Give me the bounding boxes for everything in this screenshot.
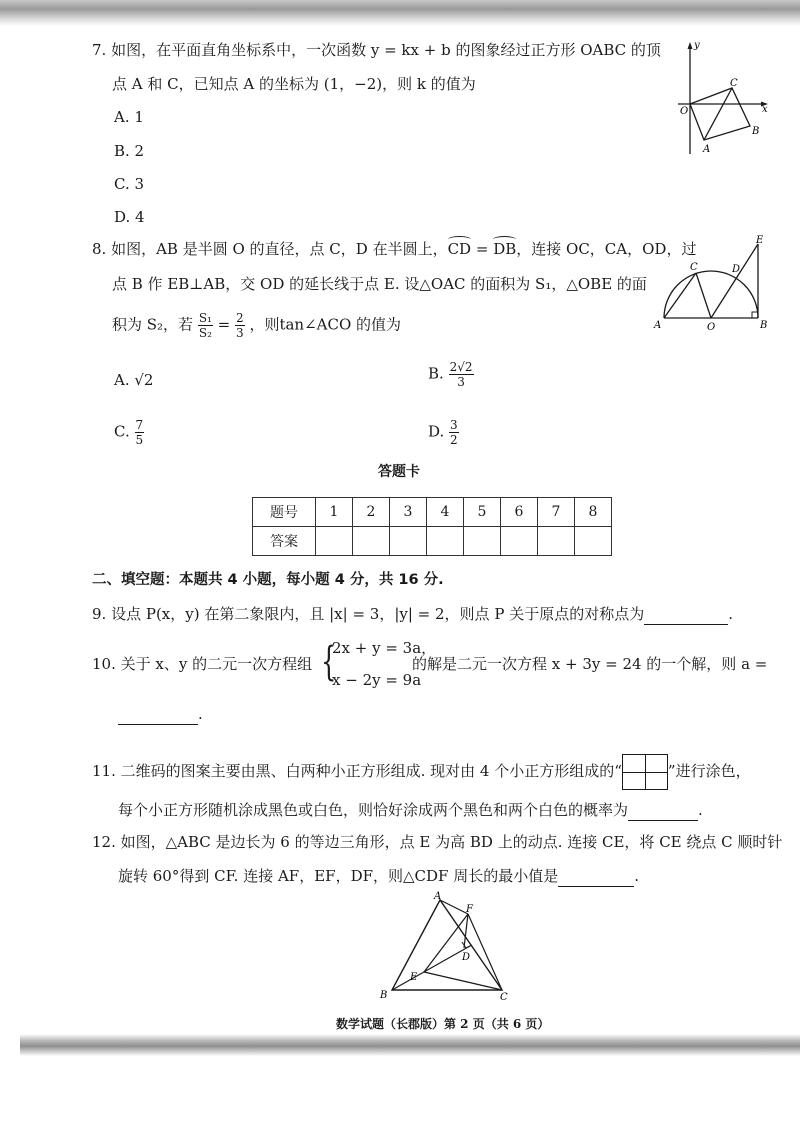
answer-card-number-2: 2 — [353, 498, 390, 527]
q10-answer-blank[interactable] — [118, 704, 198, 725]
q8-option-b-letter: B. — [428, 364, 444, 383]
q10-equation-1: 2x + y = 3a， — [332, 639, 437, 657]
answer-card-number-8: 8 — [575, 498, 612, 527]
q7-fig-label-b: B — [752, 126, 760, 137]
q8-figure — [652, 234, 778, 334]
q8-line1 — [92, 239, 696, 259]
answer-card-number-label: 题号 — [253, 498, 316, 527]
answer-card-number-5: 5 — [464, 498, 501, 527]
q10-answer-line — [118, 704, 203, 725]
grid-2x2-icon — [622, 754, 668, 790]
q8-option-a: A. √2 — [114, 371, 154, 389]
q8-option-b-fraction — [449, 360, 474, 389]
q7-fig-label-x: x — [762, 104, 768, 115]
q8-ratio-numerator: 2 — [236, 311, 244, 325]
q8-option-d-num: 3 — [450, 418, 458, 432]
answer-cell[interactable] — [575, 527, 612, 556]
q8-s-denominator: S₂ — [198, 326, 212, 340]
q9-end: . — [728, 605, 733, 623]
q7-fig-label-c: C — [730, 78, 738, 89]
q8-line1-end: ，连接 OC，CA，OD，过 — [516, 240, 697, 258]
q7-option-a: A. 1 — [114, 108, 144, 126]
q8-fig-label-d: D — [732, 264, 741, 275]
q10-continuation: 的解是二元一次方程 x + 3y = 24 的一个解，则 a = — [412, 655, 768, 673]
q7-figure — [672, 36, 772, 158]
q8-s-ratio — [198, 311, 213, 340]
q8-fig-label-e: E — [756, 235, 764, 246]
q10-equation-2: x − 2y = 9a — [332, 671, 422, 689]
q8-fig-label-o: O — [707, 322, 716, 333]
answer-cell[interactable] — [390, 527, 427, 556]
q8-fig-label-b: B — [760, 320, 768, 331]
answer-cell[interactable] — [353, 527, 390, 556]
q8-option-c-letter: C. — [114, 422, 130, 441]
answer-card-number-row — [253, 498, 612, 527]
q10-brace: { — [321, 639, 337, 685]
section-2-heading: 二、填空题：本题共 4 小题，每小题 4 分，共 16 分. — [92, 572, 444, 588]
q9-answer-blank[interactable] — [644, 604, 728, 625]
q7-fig-label-y: y — [694, 40, 700, 51]
answer-card-number-3: 3 — [390, 498, 427, 527]
q8-option-c-fraction — [135, 418, 145, 447]
q8-fig-label-c: C — [690, 262, 698, 273]
q12-figure — [372, 890, 522, 1008]
q8-option-d-fraction — [449, 418, 459, 447]
q8-line2: 点 B 作 EB⊥AB，交 OD 的延长线于点 E. 设△OAC 的面积为 S₁，△OBE 的面 — [112, 275, 647, 293]
q10-end: . — [198, 705, 203, 723]
q8-line1-start: 8. 如图，AB 是半圆 O 的直径，点 C，D 在半圆上， — [92, 240, 448, 258]
answer-cell[interactable] — [538, 527, 575, 556]
answer-card-number-4: 4 — [427, 498, 464, 527]
q8-option-b — [428, 360, 474, 389]
answer-card-answer-label: 答案 — [253, 527, 316, 556]
answer-cell[interactable] — [316, 527, 353, 556]
q12-line2-text: 旋转 60°得到 CF. 连接 AF，EF，DF，则△CDF 周长的最小值是 — [118, 867, 559, 885]
q8-arc-cd: CD — [447, 240, 472, 258]
q11-line2-text: 每个小正方形随机涂成黑色或白色，则恰好涂成两个黑色和两个白色的概率为 — [118, 801, 629, 819]
q8-value-ratio — [235, 311, 245, 340]
q12-line1: 12. 如图，△ABC 是边长为 6 的等边三角形，点 E 为高 BD 上的动点. 连接 CE，将 CE 绕点 C 顺时针 — [92, 833, 783, 851]
q7-line2: 点 A 和 C，已知点 A 的坐标为 (1，−2)，则 k 的值为 — [112, 75, 476, 93]
q9-text — [92, 604, 733, 625]
q8-arc-db: DB — [493, 240, 517, 258]
q9-stem: 9. 设点 P(x，y) 在第二象限内，且 |x| = 3，|y| = 2，则点 P 关于原点的对称点为 — [92, 605, 645, 623]
q12-line2 — [118, 866, 639, 887]
page-footer: 数学试题（长郡版）第 2 页（共 6 页） — [336, 1017, 550, 1031]
q7-option-c: C. 3 — [114, 175, 145, 193]
q12-fig-label-a: A — [434, 891, 442, 902]
q8-line3-start: 积为 S₂，若 — [112, 315, 194, 334]
q8-line3-equals: = — [217, 315, 231, 334]
q7-option-d: D. 4 — [114, 208, 145, 226]
answer-card-number-7: 7 — [538, 498, 575, 527]
q7-option-b: B. 2 — [114, 142, 145, 160]
q8-s-numerator: S₁ — [198, 311, 212, 325]
q12-fig-label-d: D — [462, 952, 471, 963]
q12-fig-label-e: E — [410, 972, 418, 983]
q8-line3 — [112, 311, 401, 340]
answer-card-answer-row — [253, 527, 612, 556]
q7-line1: 7. 如图，在平面直角坐标系中，一次函数 y = kx + b 的图象经过正方形 OABC 的顶 — [92, 41, 661, 59]
scan-top-edge — [0, 0, 800, 26]
q8-line3-end: ，则tan∠ACO 的值为 — [249, 315, 402, 334]
answer-card-number-1: 1 — [316, 498, 353, 527]
q10-stem: 10. 关于 x、y 的二元一次方程组 — [92, 655, 313, 673]
q8-option-c-den: 5 — [135, 433, 144, 447]
q11-end: . — [698, 801, 703, 819]
answer-card-number-6: 6 — [501, 498, 538, 527]
q11-line1-end: ”进行涂色， — [667, 762, 751, 780]
answer-cell[interactable] — [501, 527, 538, 556]
q8-option-d — [428, 418, 459, 447]
q8-option-c — [114, 418, 144, 447]
q12-fig-label-f: F — [466, 904, 473, 915]
q8-option-b-den: 3 — [457, 375, 465, 389]
q11-line1-start: 11. 二维码的图案主要由黑、白两种小正方形组成. 现对由 4 个小正方形组成的“ — [92, 762, 622, 780]
q8-option-c-num: 7 — [135, 418, 144, 432]
q12-fig-label-c: C — [500, 992, 508, 1003]
q12-end: . — [634, 867, 640, 885]
q11-line2 — [118, 800, 703, 821]
scan-bottom-edge — [20, 1034, 800, 1056]
q8-arc-equals: = — [471, 240, 494, 258]
answer-cell[interactable] — [464, 527, 501, 556]
q8-fig-label-a: A — [654, 320, 662, 331]
q8-option-d-den: 2 — [450, 433, 458, 447]
answer-card-title: 答题卡 — [378, 464, 420, 480]
answer-cell[interactable] — [427, 527, 464, 556]
q12-answer-blank[interactable] — [558, 866, 634, 887]
q8-option-b-num: 2√2 — [449, 360, 473, 374]
answer-card-table — [252, 497, 612, 556]
q8-ratio-denominator: 3 — [236, 326, 244, 340]
q11-line1 — [92, 754, 751, 790]
q12-fig-label-b: B — [380, 990, 388, 1001]
q7-fig-label-o: O — [680, 106, 689, 117]
q11-answer-blank[interactable] — [628, 800, 698, 821]
q7-fig-label-a: A — [703, 144, 711, 155]
q8-option-d-letter: D. — [428, 422, 445, 441]
